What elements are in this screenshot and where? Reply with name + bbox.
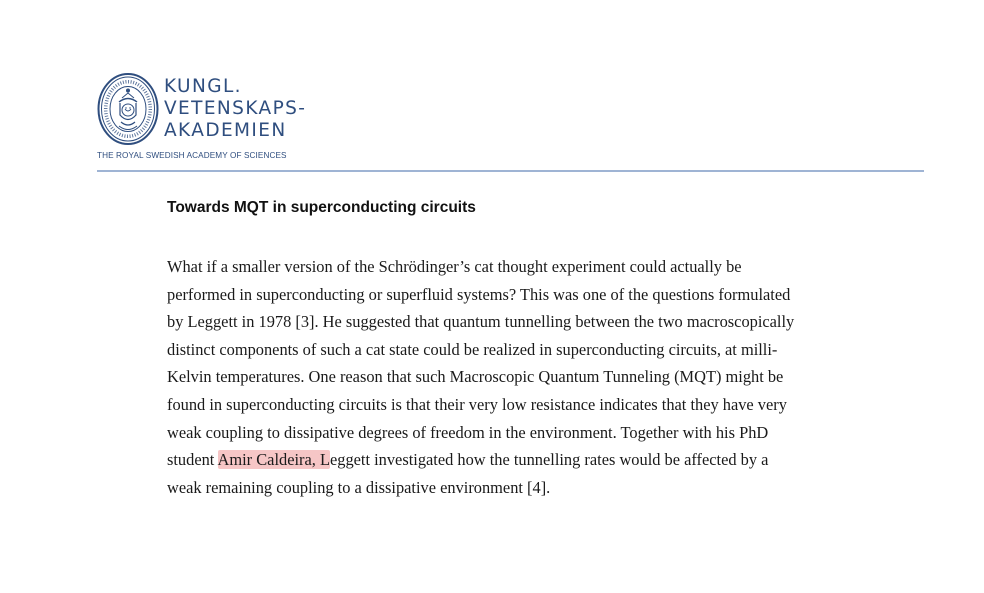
paragraph-line: weak coupling to dissipative degrees of freedom in the environment. Together with his PhD: [167, 422, 769, 442]
paragraph-line: What if a smaller version of the Schrödinger’s cat thought experiment could actually be: [167, 257, 742, 276]
academy-name-line-1: KUNGL.: [164, 76, 242, 97]
academy-name-line-3: AKADEMIEN: [164, 120, 287, 141]
paragraph-line: distinct components of such a cat state could be realized in superconducting circuits, at milli-: [167, 339, 778, 359]
header-divider: [97, 170, 924, 172]
paragraph-line: weak remaining coupling to a dissipative environment [4].: [167, 477, 551, 497]
academy-subtitle: THE ROYAL SWEDISH ACADEMY OF SCIENCES: [97, 151, 287, 160]
paragraph-line-highlighted: [167, 446, 867, 474]
highlighted-name: Amir Caldeira, L: [217, 450, 330, 470]
academy-name-line-2: VETENSKAPS-: [164, 98, 307, 119]
paragraph-line: performed in superconducting or superfluid systems? This was one of the questions formulated: [167, 284, 791, 304]
line-text-before: student: [167, 450, 218, 470]
academy-name: [164, 76, 306, 142]
paragraph-line: by Leggett in 1978 [3]. He suggested that quantum tunnelling between the two macroscopically: [167, 312, 795, 332]
line-text-after: eggett investigated how the tunnelling rates would be affected by a: [329, 450, 769, 470]
section-title: Towards MQT in superconducting circuits: [167, 199, 476, 216]
paragraph-line: found in superconducting circuits is that their very low resistance indicates that they have very: [167, 394, 787, 414]
body-paragraph: [167, 253, 867, 501]
paragraph-line: Kelvin temperatures. One reason that such Macroscopic Quantum Tunneling (MQT) might be: [167, 367, 784, 387]
academy-seal-icon: [97, 72, 159, 146]
